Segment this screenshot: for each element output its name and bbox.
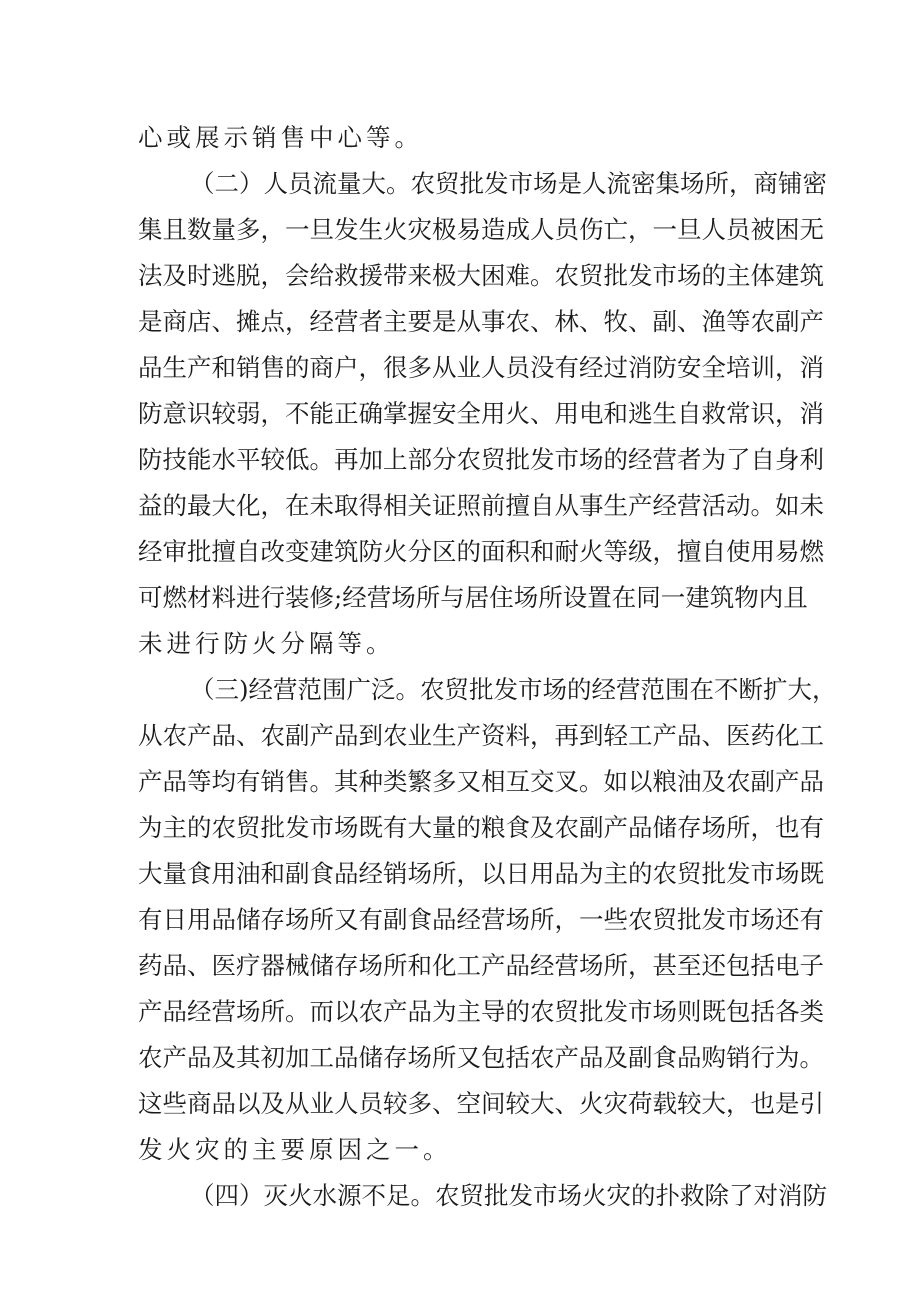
text-line-6: 品生产和销售的商户，很多从业人员没有经过消防安全培训，消 (138, 353, 824, 382)
text-line-2: （二）人员流量大。农贸批发市场是人流密集场所，商铺密 (190, 169, 827, 198)
text-line-20: 产品经营场所。而以农产品为主导的农贸批发市场则既包括各类 (138, 997, 824, 1026)
text-line-21: 农产品及其初加工品储存场所又包括农产品及副食品购销行为。 (138, 1043, 824, 1072)
text-line-24: （四）灭火水源不足。农贸批发市场火灾的扑救除了对消防 (190, 1181, 827, 1210)
text-line-3: 集且数量多，一旦发生火灾极易造成人员伤亡，一旦人员被困无 (138, 215, 824, 244)
text-line-12: 未进行防火分隔等。 (138, 629, 395, 658)
text-line-4: 法及时逃脱，会给救援带来极大困难。农贸批发市场的主体建筑 (138, 261, 824, 290)
text-line-8: 防技能水平较低。再加上部分农贸批发市场的经营者为了自身利 (138, 445, 824, 474)
text-line-5: 是商店、摊点，经营者主要是从事农、林、牧、副、渔等农副产 (138, 307, 824, 336)
text-line-14: 从农产品、农副产品到农业生产资料，再到轻工产品、医药化工 (138, 721, 824, 750)
text-line-11: 可燃材料进行装修;经营场所与居住场所设置在同一建筑物内且 (138, 583, 808, 612)
text-line-1: 心或展示销售中心等。 (138, 123, 423, 152)
text-line-7: 防意识较弱，不能正确掌握安全用火、用电和逃生自救常识，消 (138, 399, 824, 428)
text-line-16: 为主的农贸批发市场既有大量的粮食及农副产品储存场所，也有 (138, 813, 824, 842)
text-line-22: 这些商品以及从业人员较多、空间较大、火灾荷载较大，也是引 (138, 1089, 824, 1118)
text-line-15: 产品等均有销售。其种类繁多又相互交叉。如以粮油及农副产品 (138, 767, 824, 796)
text-line-17: 大量食用油和副食品经销场所，以日用品为主的农贸批发市场既 (138, 859, 824, 888)
text-line-19: 药品、医疗器械储存场所和化工产品经营场所，甚至还包括电子 (138, 951, 824, 980)
text-line-9: 益的最大化，在未取得相关证照前擅自从事生产经营活动。如未 (138, 491, 824, 520)
text-line-13: （三)经营范围广泛。农贸批发市场的经营范围在不断扩大， (190, 675, 837, 704)
text-line-10: 经审批擅自改变建筑防火分区的面积和耐火等级，擅自使用易燃 (138, 537, 824, 566)
text-line-18: 有日用品储存场所又有副食品经营场所，一些农贸批发市场还有 (138, 905, 824, 934)
text-line-23: 发火灾的主要原因之一。 (138, 1135, 452, 1164)
